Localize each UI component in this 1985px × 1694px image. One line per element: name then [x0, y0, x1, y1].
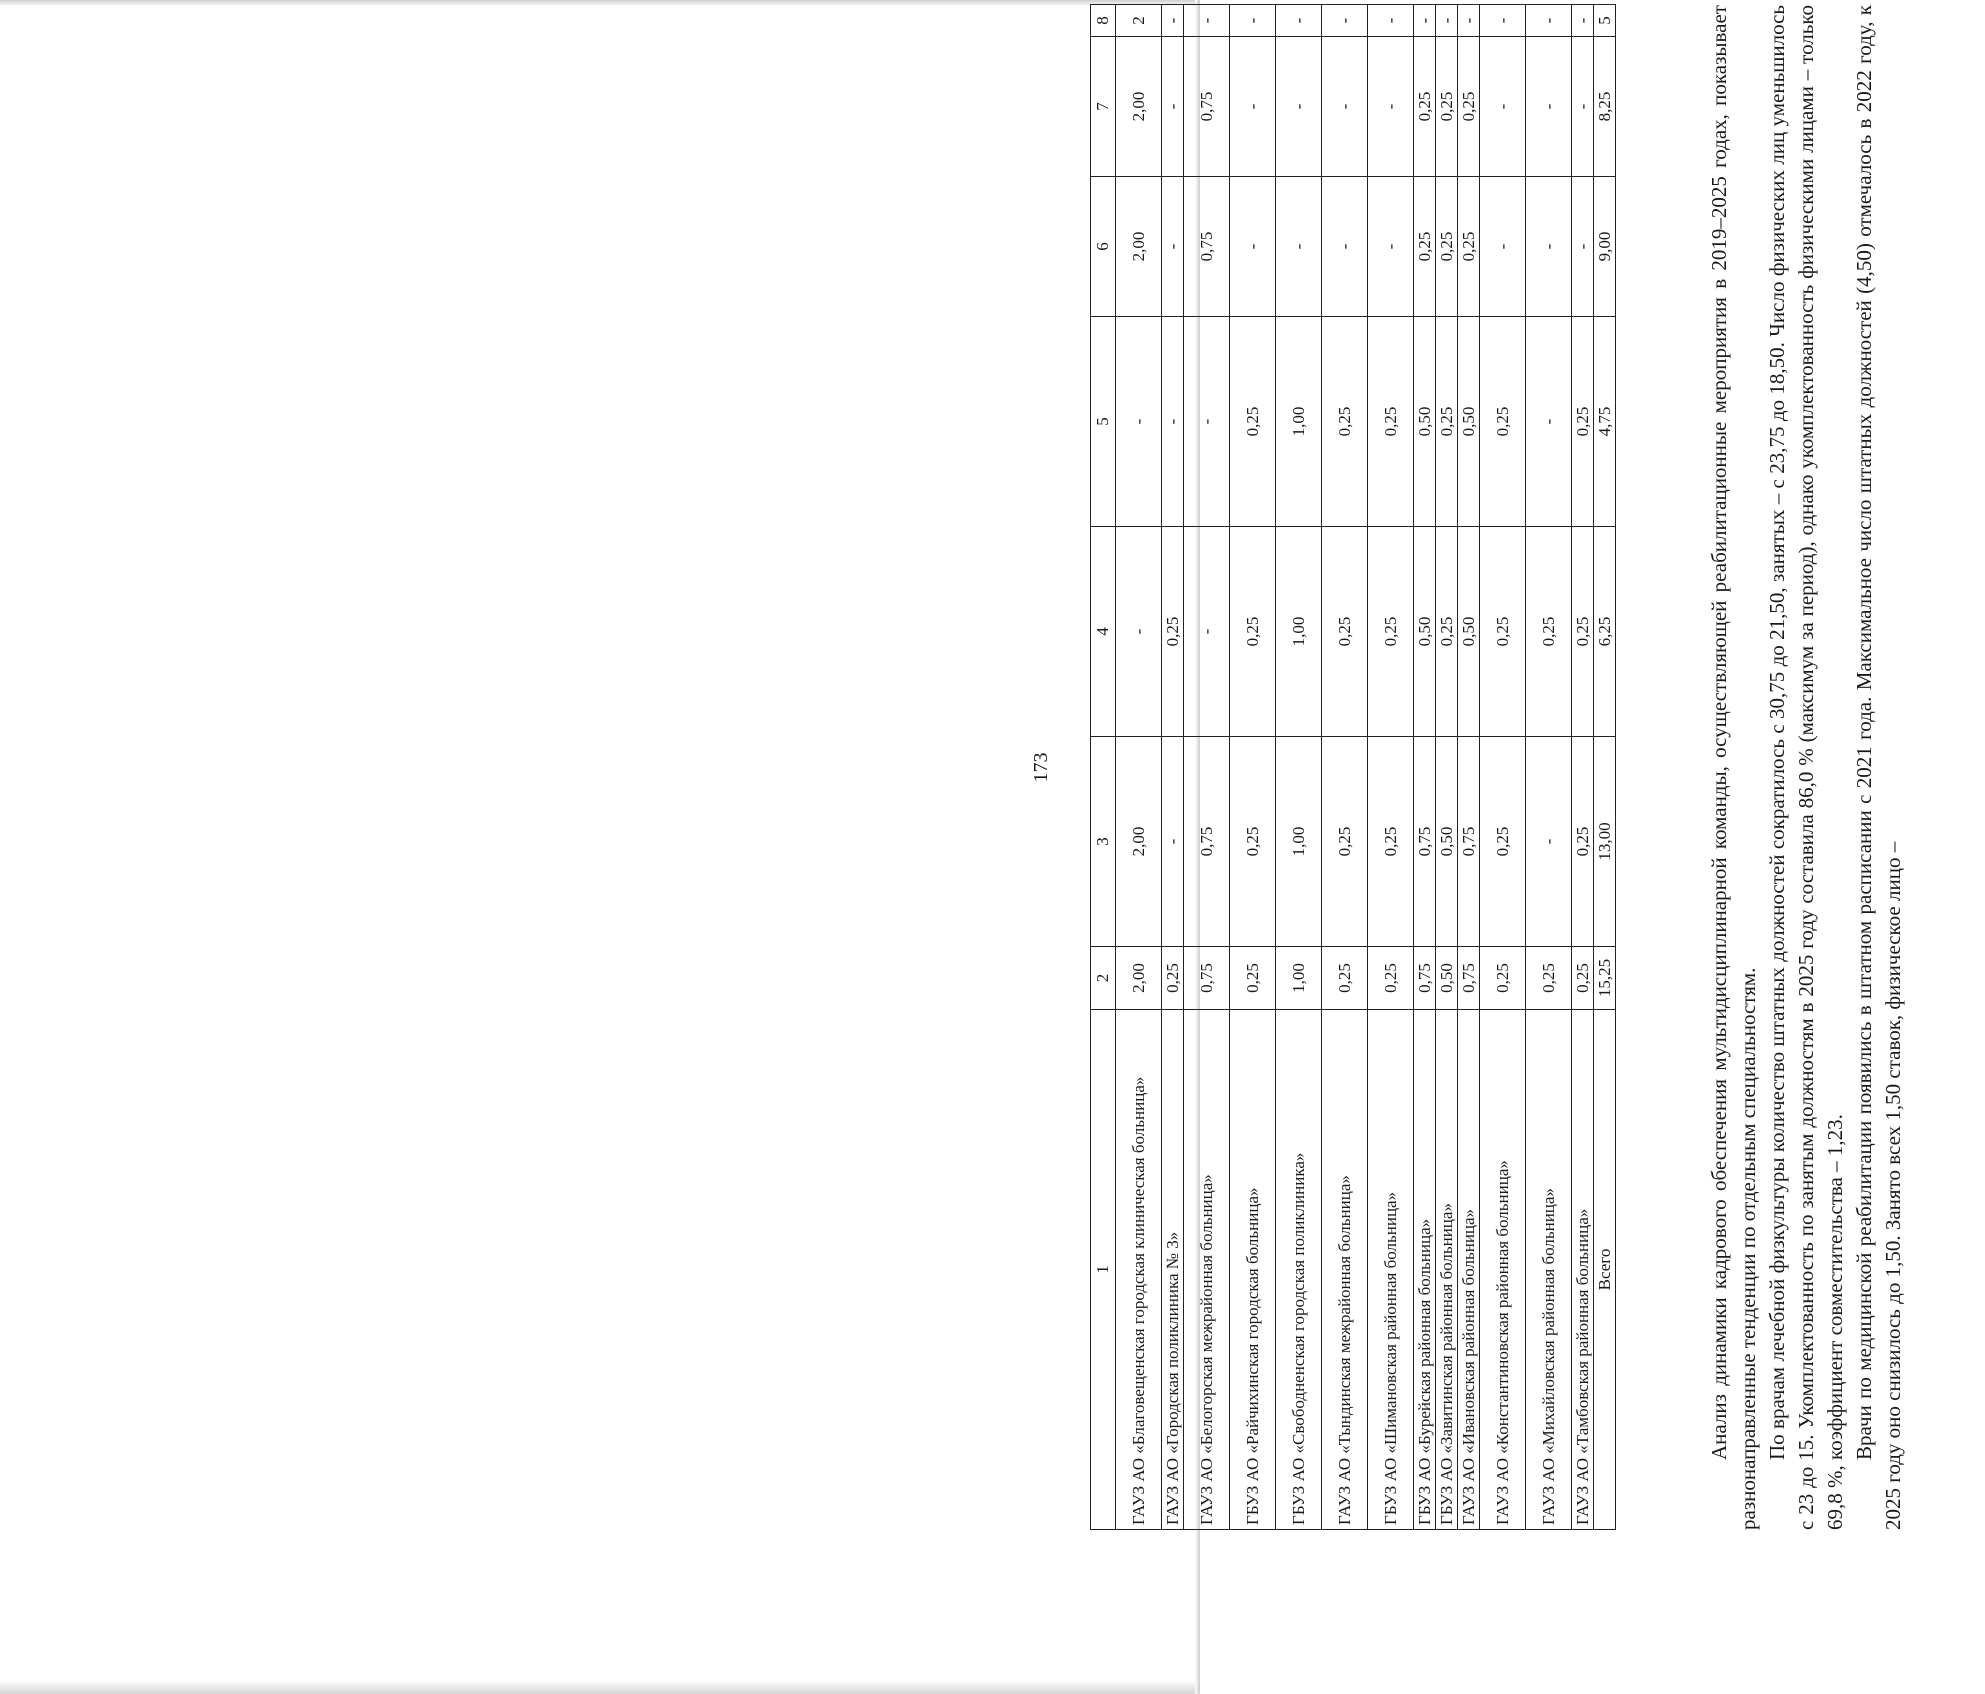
value-cell: 0,25	[1368, 947, 1414, 1010]
value-cell: 2,00	[1116, 177, 1162, 317]
institution-name-cell: ГБУЗ АО «Бурейская районная больница»	[1414, 1010, 1436, 1530]
value-cell: 0,25	[1436, 317, 1458, 527]
institution-name-cell: ГАУЗ АО «Тамбовская районная больница»	[1572, 1010, 1594, 1530]
value-cell: 0,25	[1572, 947, 1594, 1010]
value-cell: -	[1162, 37, 1184, 177]
value-cell: -	[1572, 37, 1594, 177]
value-cell: 0,75	[1184, 177, 1230, 317]
value-cell: -	[1526, 317, 1572, 527]
value-cell: 0,25	[1322, 737, 1368, 947]
value-cell: 1,00	[1276, 947, 1322, 1010]
value-cell: -	[1368, 37, 1414, 177]
total-value-cell: 5	[1594, 5, 1616, 37]
total-value-cell: 13,00	[1594, 737, 1616, 947]
institution-name-cell: ГБУЗ АО «Шимановская районная больница»	[1368, 1010, 1414, 1530]
value-cell: 0,25	[1526, 947, 1572, 1010]
value-cell: 0,25	[1322, 947, 1368, 1010]
header-cell: 7	[1091, 37, 1116, 177]
value-cell: -	[1276, 5, 1322, 37]
value-cell: -	[1230, 5, 1276, 37]
value-cell: -	[1526, 737, 1572, 947]
value-cell: -	[1162, 5, 1184, 37]
value-cell: -	[1116, 317, 1162, 527]
header-cell: 1	[1091, 1010, 1116, 1530]
value-cell: 0,25	[1480, 737, 1526, 947]
value-cell: -	[1480, 177, 1526, 317]
header-cell: 2	[1091, 947, 1116, 1010]
value-cell: 0,25	[1230, 527, 1276, 737]
value-cell: -	[1368, 177, 1414, 317]
value-cell: 0,25	[1162, 947, 1184, 1010]
value-cell: 0,25	[1480, 527, 1526, 737]
institution-name-cell: ГАУЗ АО «Тындинская межрайонная больница»	[1322, 1010, 1368, 1530]
total-value-cell: 8,25	[1594, 37, 1616, 177]
header-cell: 6	[1091, 177, 1116, 317]
value-cell: -	[1162, 177, 1184, 317]
value-cell: -	[1276, 177, 1322, 317]
staffing-table	[1090, 4, 1616, 1530]
value-cell: -	[1276, 37, 1322, 177]
page-number: 173	[1030, 752, 1052, 783]
value-cell: 0,25	[1436, 37, 1458, 177]
value-cell: -	[1116, 527, 1162, 737]
value-cell: -	[1368, 5, 1414, 37]
header-cell: 5	[1091, 317, 1116, 527]
body-text	[1705, 5, 1908, 1530]
value-cell: -	[1526, 37, 1572, 177]
table-row	[1572, 5, 1594, 1530]
value-cell: 0,75	[1184, 737, 1230, 947]
value-cell: -	[1480, 5, 1526, 37]
institution-name-cell: ГАУЗ АО «Белогорская межрайонная больница»	[1184, 1010, 1230, 1530]
value-cell: 0,25	[1572, 317, 1594, 527]
value-cell: 0,75	[1414, 737, 1436, 947]
institution-name-cell: ГАУЗ АО «Константиновская районная больница»	[1480, 1010, 1526, 1530]
value-cell: 0,75	[1184, 947, 1230, 1010]
value-cell: 0,25	[1572, 527, 1594, 737]
value-cell: 0,25	[1458, 37, 1480, 177]
value-cell: -	[1414, 5, 1436, 37]
value-cell: 0,25	[1322, 317, 1368, 527]
table-row	[1276, 5, 1322, 1530]
value-cell: 0,25	[1458, 177, 1480, 317]
value-cell: 1,00	[1276, 317, 1322, 527]
value-cell: 0,50	[1458, 527, 1480, 737]
value-cell: 2,00	[1116, 37, 1162, 177]
value-cell: 0,50	[1458, 317, 1480, 527]
value-cell: 0,25	[1368, 737, 1414, 947]
total-value-cell: 15,25	[1594, 947, 1616, 1010]
paragraph: По врачам лечебной физкультуры количество штатных должностей сократилось с 30,75 до 21,50, занятых – с 23,75 до 18,50. Число физических лиц уменьшилось с 23 до 15. Укомплектованность по занятым должностям в 2025 году составила 86,0 % (максимум за период), однако укомплектованность физическими лицами – только 69,8 %, коэффициент совместительства – 1,23.	[1765, 5, 1847, 1530]
value-cell: 0,25	[1230, 737, 1276, 947]
value-cell: -	[1322, 5, 1368, 37]
table-row	[1162, 5, 1184, 1530]
value-cell: -	[1480, 37, 1526, 177]
value-cell: 0,25	[1368, 527, 1414, 737]
value-cell: 0,25	[1572, 737, 1594, 947]
value-cell: -	[1572, 177, 1594, 317]
value-cell: 0,25	[1230, 317, 1276, 527]
value-cell: 0,25	[1414, 177, 1436, 317]
value-cell: 0,75	[1458, 737, 1480, 947]
value-cell: 0,50	[1436, 737, 1458, 947]
value-cell: 0,50	[1414, 527, 1436, 737]
institution-name-cell: ГБУЗ АО «Завитинская районная больница»	[1436, 1010, 1458, 1530]
table-row	[1480, 5, 1526, 1530]
value-cell: -	[1230, 177, 1276, 317]
value-cell: -	[1184, 5, 1230, 37]
table-header-row	[1091, 5, 1116, 1530]
table-row	[1436, 5, 1458, 1530]
total-value-cell: 6,25	[1594, 527, 1616, 737]
value-cell: 0,50	[1436, 947, 1458, 1010]
table-row	[1116, 5, 1162, 1530]
value-cell: 2,00	[1116, 737, 1162, 947]
institution-name-cell: ГБУЗ АО «Свободненская городская поликлиника»	[1276, 1010, 1322, 1530]
value-cell: 0,25	[1480, 947, 1526, 1010]
value-cell: 0,25	[1480, 317, 1526, 527]
value-cell: 0,75	[1458, 947, 1480, 1010]
institution-name-cell: ГБУЗ АО «Райчихинская городская больница»	[1230, 1010, 1276, 1530]
institution-name-cell: ГАУЗ АО «Ивановская районная больница»	[1458, 1010, 1480, 1530]
table-total-row	[1594, 5, 1616, 1530]
table-row	[1526, 5, 1572, 1530]
total-value-cell: 4,75	[1594, 317, 1616, 527]
total-value-cell: 9,00	[1594, 177, 1616, 317]
header-cell: 4	[1091, 527, 1116, 737]
paragraph: Врачи по медицинской реабилитации появились в штатном расписании с 2021 года. Максимальное число штатных должностей (4,50) отмечалось в 2022 году, к 2025 году оно снизилось до 1,50. Занято всех 1,50 ставок, физическое лицо –	[1852, 5, 1905, 1530]
value-cell: 0,25	[1414, 37, 1436, 177]
value-cell: -	[1162, 737, 1184, 947]
table-row	[1414, 5, 1436, 1530]
table-row	[1230, 5, 1276, 1530]
value-cell: 0,25	[1162, 527, 1184, 737]
value-cell: 0,25	[1436, 177, 1458, 317]
value-cell: -	[1322, 177, 1368, 317]
value-cell: -	[1572, 5, 1594, 37]
table-row	[1458, 5, 1480, 1530]
total-label-cell: Всего	[1594, 1010, 1616, 1530]
institution-name-cell: ГАУЗ АО «Михайловская районная больница»	[1526, 1010, 1572, 1530]
table-row	[1368, 5, 1414, 1530]
value-cell: -	[1526, 5, 1572, 37]
rotated-page-content	[1025, 5, 1985, 1530]
value-cell: 0,25	[1322, 527, 1368, 737]
value-cell: 0,75	[1184, 37, 1230, 177]
header-cell: 3	[1091, 737, 1116, 947]
value-cell: -	[1458, 5, 1480, 37]
paragraph: Анализ динамики кадрового обеспечения мультидисциплинарной команды, осуществляющей реабилитационные мероприятия в 2019–2025 годах, показывает разнонаправленные тенденции по отдельным специальностям.	[1707, 5, 1760, 1530]
table-row	[1184, 5, 1230, 1530]
value-cell: 2	[1116, 5, 1162, 37]
value-cell: 0,50	[1414, 317, 1436, 527]
institution-name-cell: ГАУЗ АО «Благовещенская городская клиническая больница»	[1116, 1010, 1162, 1530]
value-cell: -	[1436, 5, 1458, 37]
table-row	[1322, 5, 1368, 1530]
value-cell: 0,25	[1526, 527, 1572, 737]
value-cell: 1,00	[1276, 527, 1322, 737]
value-cell: 2,00	[1116, 947, 1162, 1010]
value-cell: -	[1526, 177, 1572, 317]
value-cell: 0,25	[1230, 947, 1276, 1010]
institution-name-cell: ГАУЗ АО «Городская поликлиника № 3»	[1162, 1010, 1184, 1530]
scan-edge-top	[0, 0, 1200, 6]
value-cell: -	[1184, 527, 1230, 737]
table-body	[1091, 5, 1616, 1530]
value-cell: -	[1230, 37, 1276, 177]
value-cell: -	[1184, 317, 1230, 527]
value-cell: 0,25	[1368, 317, 1414, 527]
value-cell: 1,00	[1276, 737, 1322, 947]
header-cell: 8	[1091, 5, 1116, 37]
value-cell: -	[1322, 37, 1368, 177]
value-cell: 0,75	[1414, 947, 1436, 1010]
scan-edge-bottom	[0, 1680, 1200, 1694]
value-cell: -	[1162, 317, 1184, 527]
value-cell: 0,25	[1436, 527, 1458, 737]
